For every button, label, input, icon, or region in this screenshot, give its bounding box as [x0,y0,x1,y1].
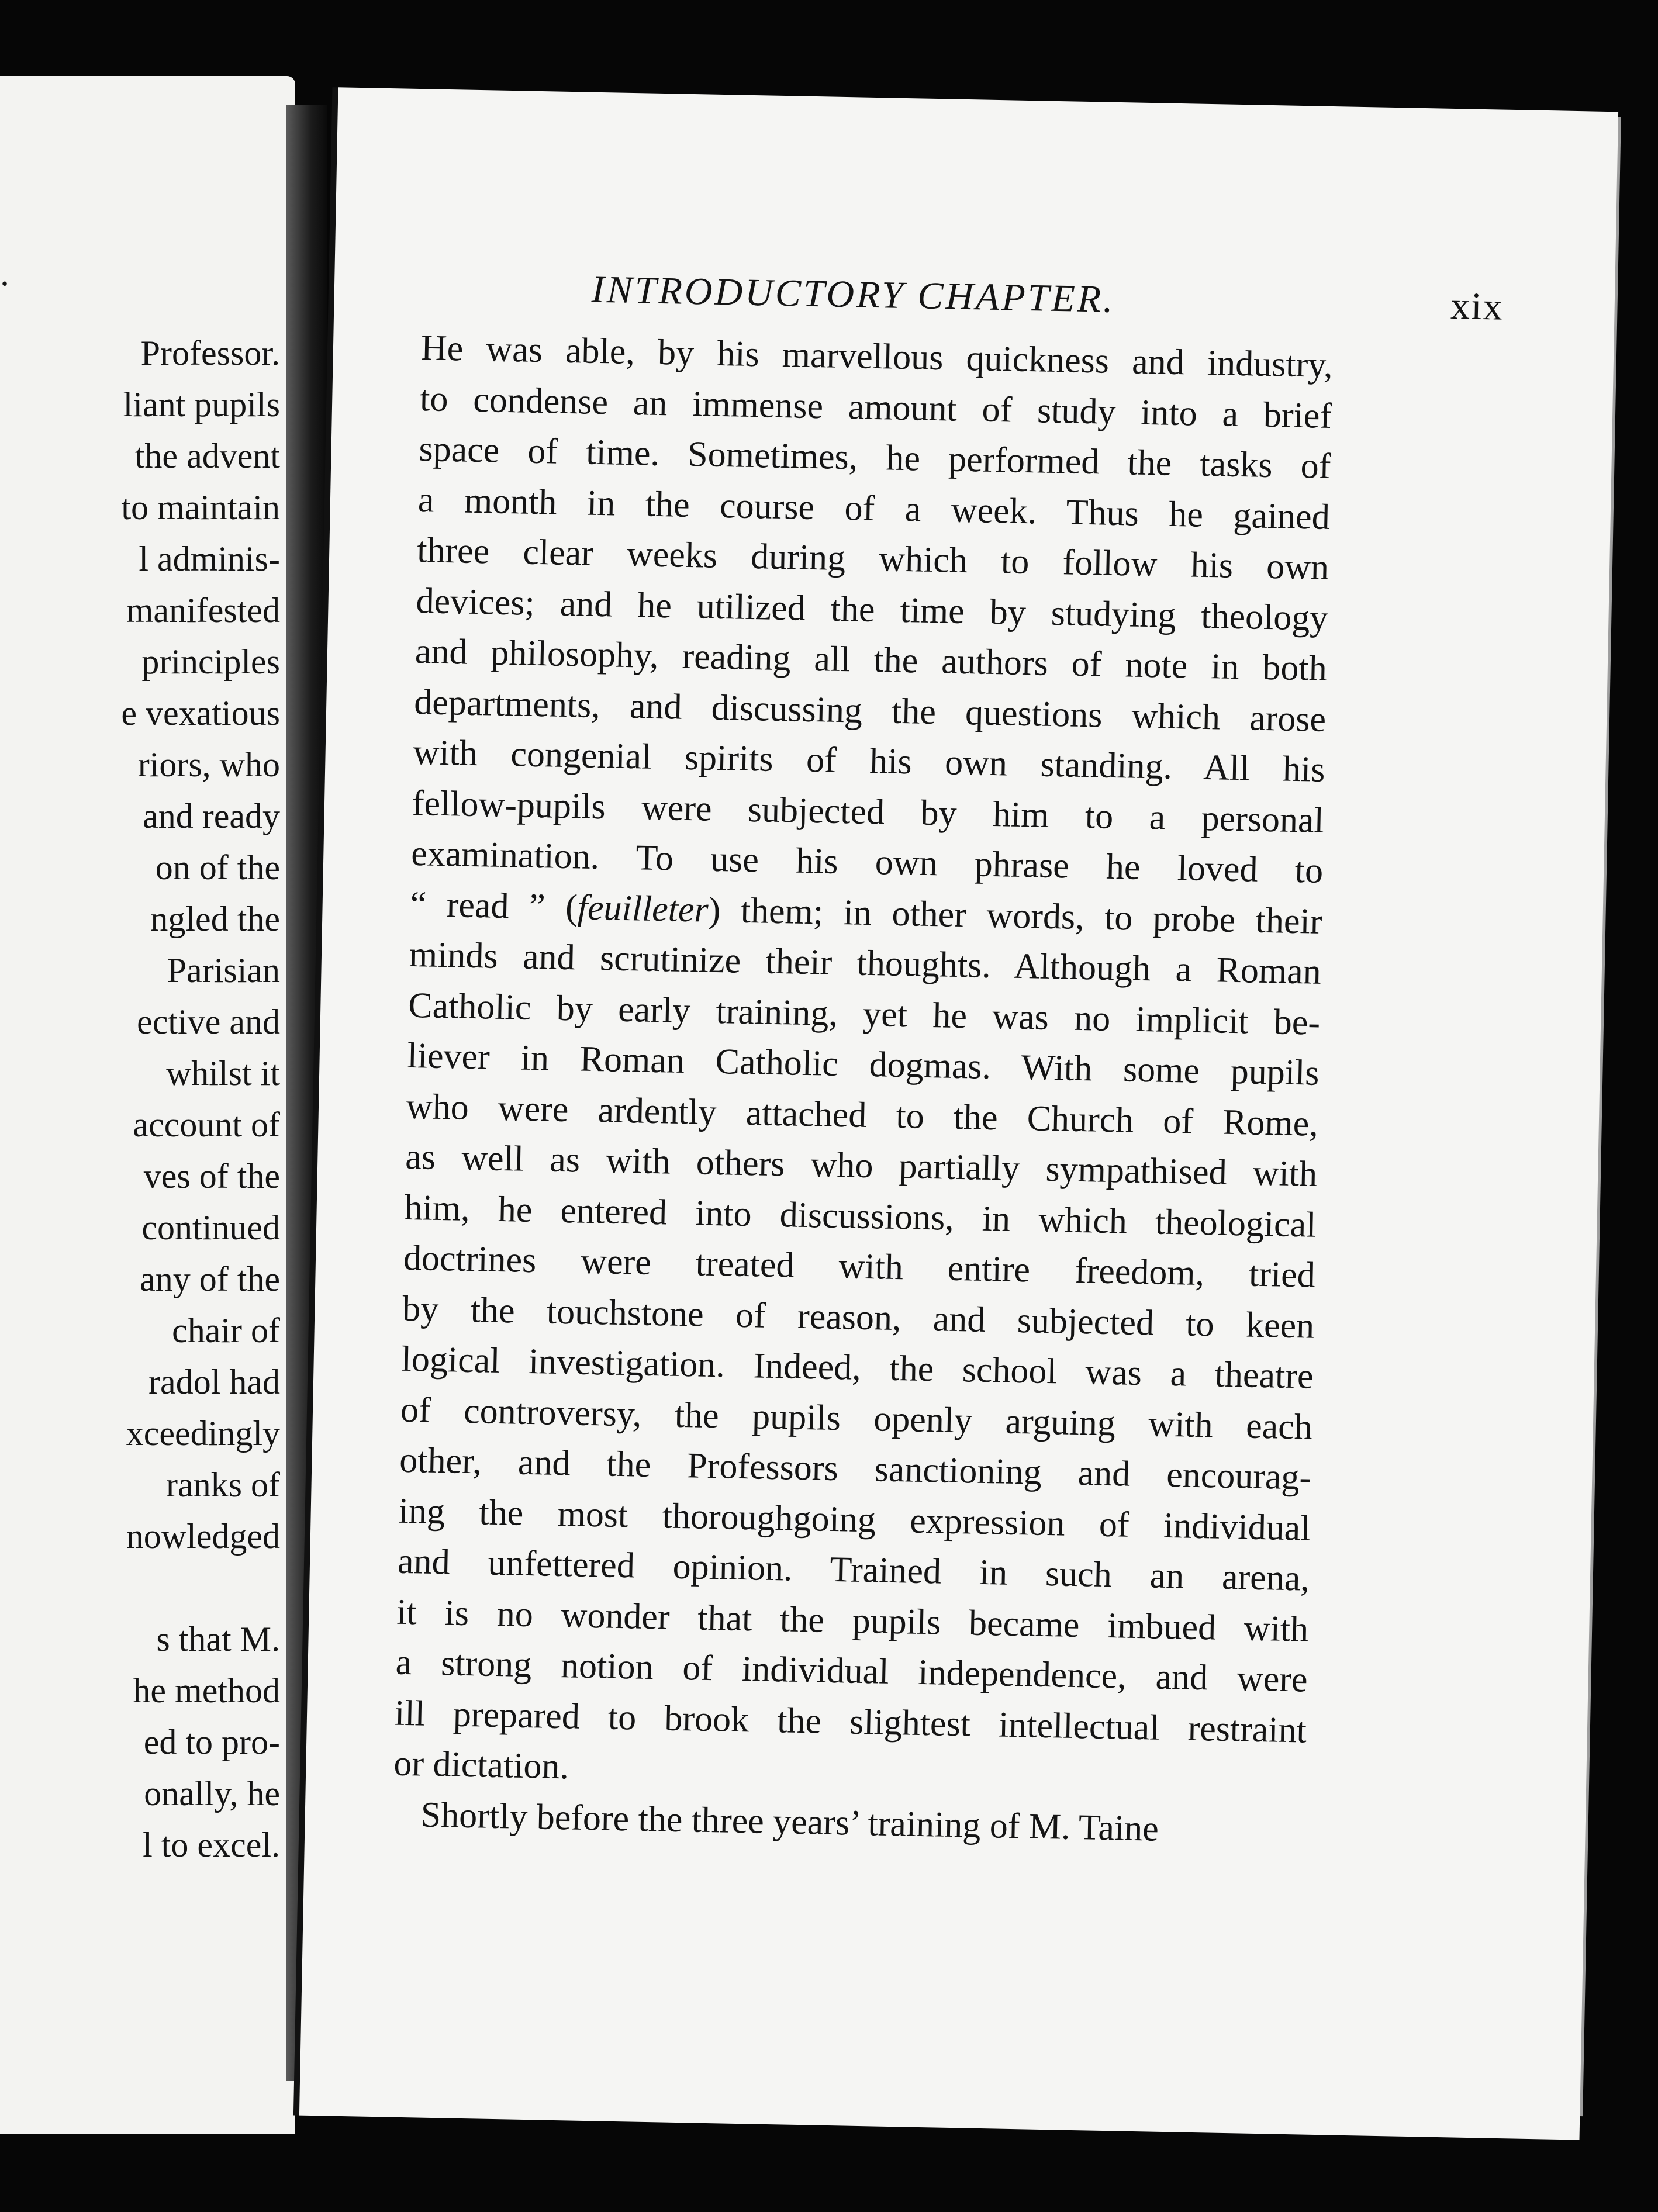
text-line: Shortly before the three years’ training of M. Taine [420,1795,1159,1849]
left-line: ves of the [143,1157,280,1195]
left-line: principles [141,642,280,681]
text-line: to condense an immense amount of study into a brief [419,378,1332,436]
text-line: logical investigation. Indeed, the school was a theatre [401,1339,1314,1397]
body-text [392,323,1334,1857]
left-line: any of the [140,1260,280,1298]
left-line [121,1562,280,1613]
left-line: ective and [137,1003,280,1041]
text-line: and philosophy, reading all the authors of note in both [414,631,1328,689]
text-line: doctrines were treated with entire freedom, tried [403,1238,1316,1295]
text-line: other, and the Professors sanctioning and encourag- [399,1440,1312,1498]
text-line: ing the most thoroughgoing expression of individual [398,1491,1311,1549]
left-page-text [121,327,280,1871]
text-line: who were ardently attached to the Church of Rome, [406,1086,1319,1144]
left-line: l to excel. [143,1826,280,1864]
text-line: Catholic by early training, yet he was no implicit be- [407,985,1321,1043]
right-page [299,87,1618,2140]
left-line: account of [133,1105,280,1144]
left-page-mark: . [0,252,9,293]
text-line: examination. To use his own phrase he loved to [410,833,1324,891]
left-line: radol had [148,1363,280,1401]
left-line: Parisian [167,951,280,990]
left-line: to maintain [121,488,280,527]
left-line: ed to pro- [143,1723,280,1761]
left-line: the advent [134,437,280,475]
left-page [0,76,295,2134]
page-number: xix [1450,284,1504,329]
left-line: e vexatious [121,694,280,732]
left-line: s that M. [156,1620,280,1658]
left-line: xceedingly [126,1414,280,1453]
left-line: on of the [155,848,280,887]
left-line: he method [133,1671,280,1710]
text-line: fellow-pupils were subjected by him to a personal [412,783,1325,841]
left-line: nowledged [126,1517,280,1556]
text-line: it is no wonder that the pupils became imbued with [396,1592,1309,1650]
text-line: liever in Roman Catholic dogmas. With some pupils [407,1035,1320,1093]
text-line: devices; and he utilized the time by studying theology [416,580,1329,638]
text-line: ill prepared to brook the slightest intellectual restraint [394,1693,1307,1751]
text-line: and unfettered opinion. Trained in such an arena, [397,1541,1310,1599]
text-line: with congenial spirits of his own standing. All his [413,732,1326,790]
left-line: l adminis- [139,540,280,578]
left-line: whilst it [165,1054,280,1093]
text-line: or dictation. [393,1743,569,1787]
text-line: of controversy, the pupils openly arguing with each [400,1390,1313,1447]
text-line: by the touchstone of reason, and subjected to keen [402,1288,1315,1346]
left-line: Professor. [140,334,280,372]
left-line: chair of [172,1311,280,1350]
left-line: liant pupils [123,385,280,424]
left-line: manifested [126,591,280,630]
text-line: as well as with others who partially sympathised with [405,1136,1318,1194]
text-line: a strong notion of individual independence, and were [395,1642,1308,1700]
text-line: space of time. Sometimes, he performed the tasks of [419,429,1332,487]
text-line: departments, and discussing the questions which arose [413,682,1327,739]
left-line: ranks of [166,1466,280,1504]
text-line: three clear weeks during which to follow his own [416,530,1329,587]
left-line: and ready [143,797,280,835]
left-line: riors, who [137,745,280,784]
text-line: “ read ” (feuilleter) them; in other words, to probe their [410,884,1323,942]
text-line: minds and scrutinize their thoughts. Although a Roman [409,934,1322,992]
text-line: He was able, by his marvellous quickness and industry, [420,328,1334,386]
left-line: continued [141,1208,280,1247]
text-line: a month in the course of a week. Thus he gained [417,479,1331,537]
text-line: him, he entered into discussions, in which theological [404,1187,1317,1245]
running-head-title: INTRODUCTORY CHAPTER. [591,268,1116,321]
left-line: onally, he [144,1774,280,1813]
left-line: ngled the [150,900,280,938]
